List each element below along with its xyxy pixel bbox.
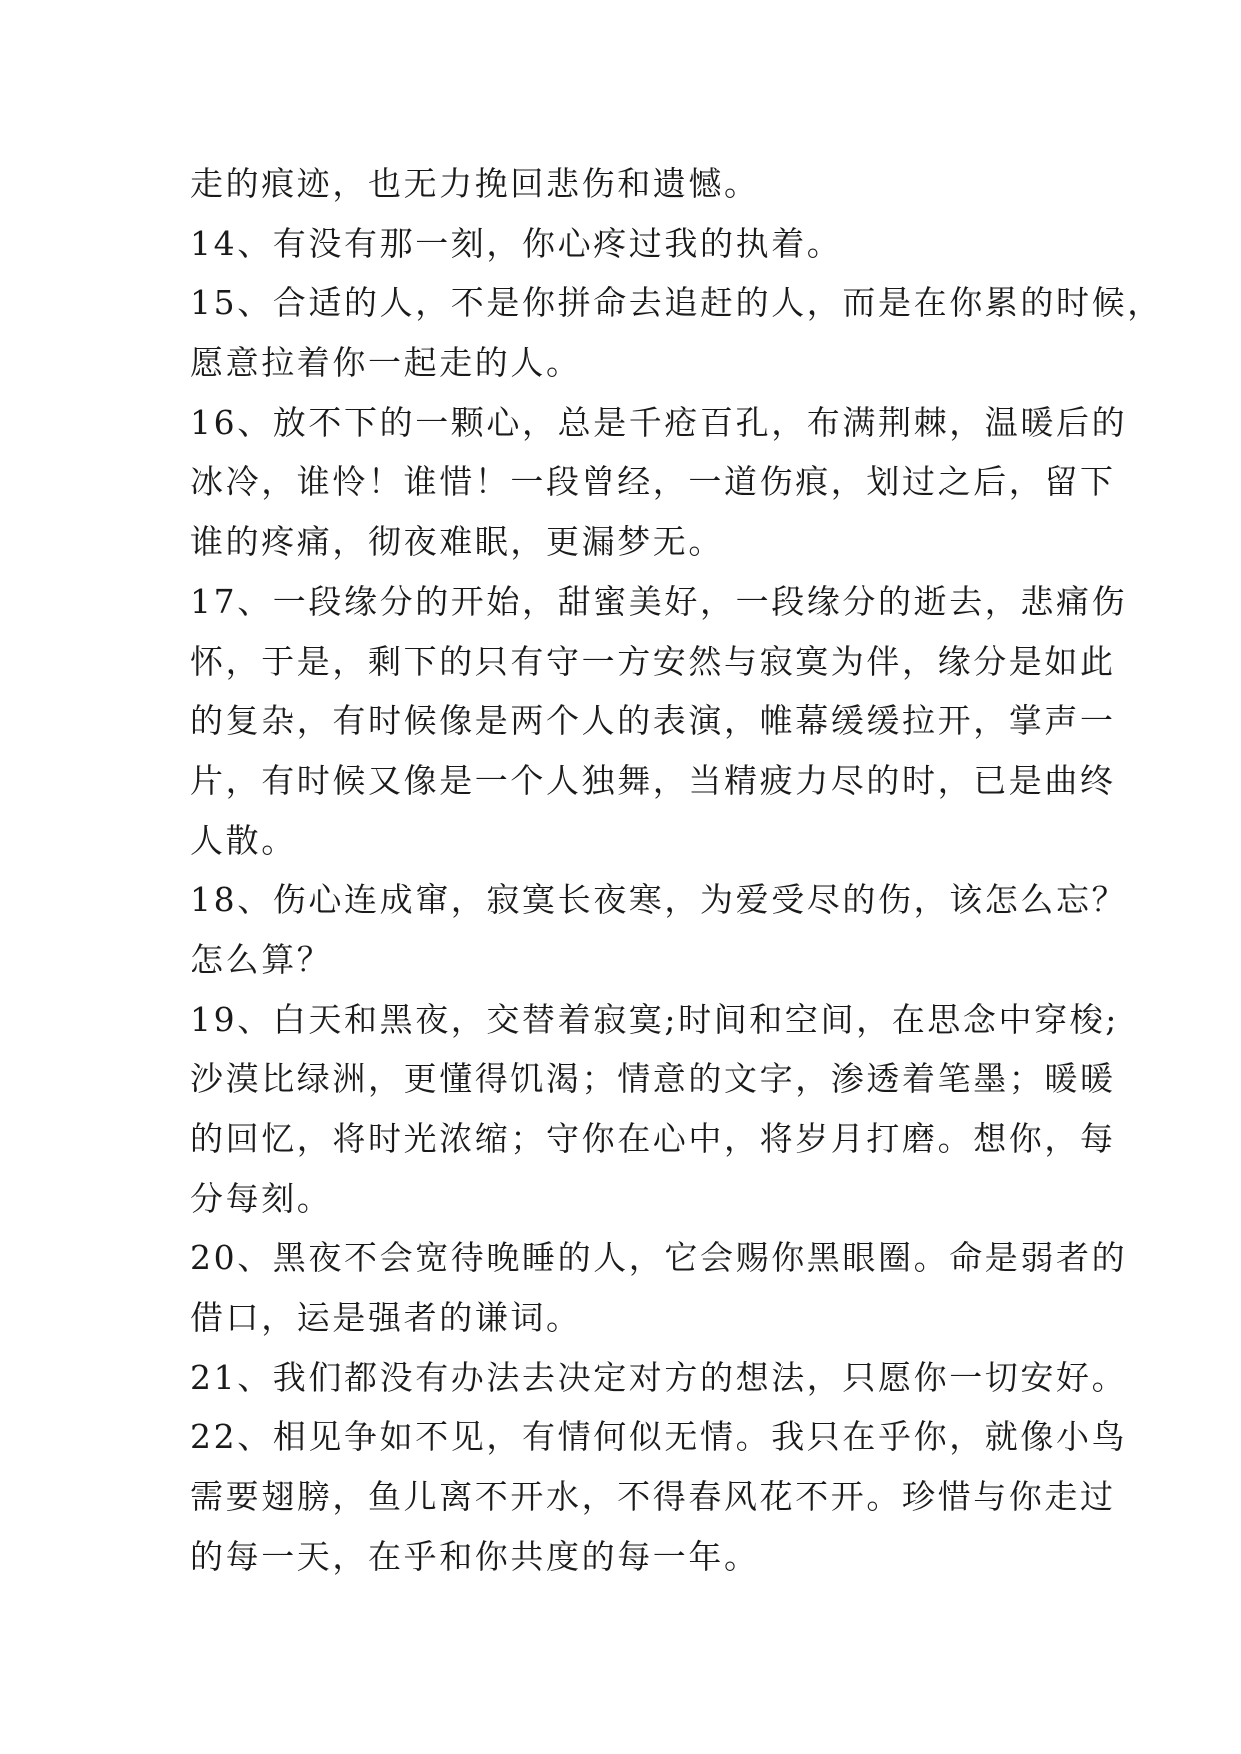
text-line: 的回忆，将时光浓缩；守你在心中，将岁月打磨。想你，每 — [190, 1119, 1116, 1158]
document-body — [190, 154, 1163, 1587]
text-line: 14、有没有那一刻，你心疼过我的执着。 — [190, 223, 843, 263]
paragraph — [190, 273, 1163, 392]
text-line: 沙漠比绿洲，更懂得饥渴；情意的文字，渗透着笔墨；暖暖 — [190, 1059, 1116, 1099]
text-line: 借口，运是强者的谦词。 — [190, 1298, 582, 1338]
paragraph — [190, 214, 1070, 274]
text-line: 19、白天和黑夜，交替着寂寞;时间和空间，在思念中穿梭; — [190, 999, 1120, 1039]
text-line: 分每刻。 — [190, 1178, 333, 1218]
text-line: 的每一天，在乎和你共度的每一年。 — [190, 1536, 760, 1576]
text-line: 人散。 — [190, 820, 297, 860]
text-line: 愿意拉着你一起走的人。 — [190, 343, 582, 383]
text-line: 20、黑夜不会宽待晚睡的人，它会赐你黑眼圈。命是弱者的 — [190, 1238, 1128, 1278]
paragraph — [190, 393, 1128, 572]
text-line: 21、我们都没有办法去决定对方的想法，只愿你一切安好。 — [190, 1357, 1128, 1397]
text-line: 17、一段缘分的开始，甜蜜美好，一段缘分的逝去，悲痛伤 — [190, 581, 1128, 621]
text-line: 18、伤心连成窜，寂寞长夜寒，为爱受尽的伤，该怎么忘？ — [190, 880, 1128, 920]
paragraph — [190, 572, 1128, 870]
text-line: 谁的疼痛，彻夜难眠，更漏梦无。 — [190, 522, 724, 562]
text-line: 怀，于是，剩下的只有守一方安然与寂寞为伴，缘分是如此 — [190, 641, 1116, 681]
text-line: 15、合适的人，不是你拼命去追赶的人，而是在你累的时候， — [190, 283, 1163, 323]
text-line: 走的痕迹，也无力挽回悲伤和遗憾。 — [190, 164, 760, 203]
text-line: 的复杂，有时候像是两个人的表演，帷幕缓缓拉开，掌声一 — [190, 701, 1116, 741]
text-line: 需要翅膀，鱼儿离不开水，不得春风花不开。珍惜与你走过 — [190, 1477, 1116, 1517]
text-line: 冰冷，谁怜！谁惜！一段曾经，一道伤痕，划过之后，留下 — [190, 462, 1116, 502]
paragraph — [190, 870, 1128, 989]
paragraph — [190, 1407, 1128, 1586]
paragraph — [190, 1348, 1128, 1408]
text-line: 16、放不下的一颗心，总是千疮百孔，布满荆棘，温暖后的 — [190, 402, 1128, 442]
text-line: 22、相见争如不见，有情何似无情。我只在乎你，就像小鸟 — [190, 1417, 1128, 1457]
paragraph — [190, 1228, 1128, 1347]
text-line: 怎么算？ — [190, 939, 333, 979]
paragraph — [190, 990, 1120, 1229]
paragraph — [190, 154, 1070, 214]
text-line: 片，有时候又像是一个人独舞，当精疲力尽的时，已是曲终 — [190, 760, 1116, 800]
